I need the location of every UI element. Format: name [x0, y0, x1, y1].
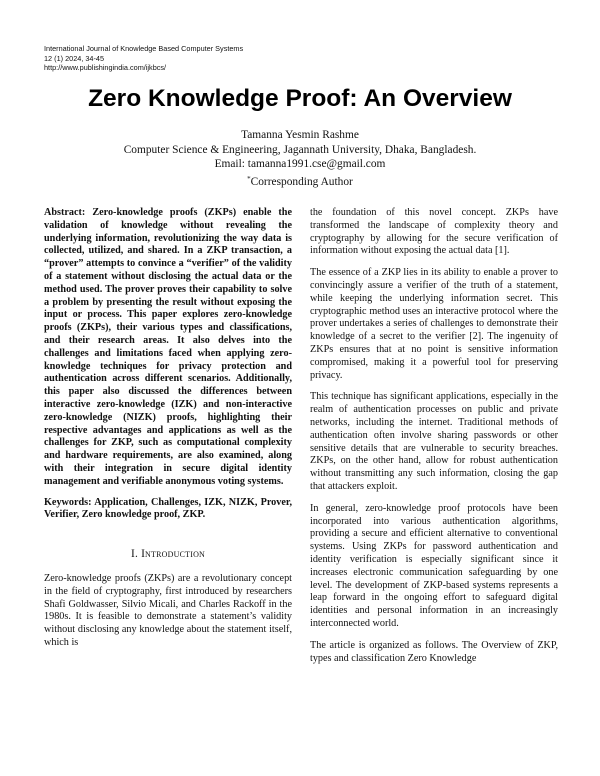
keywords: [44, 497, 292, 523]
abstract-text: Zero-knowledge proofs (ZKPs) enable the validation of knowledge without revealing the underlying information, revolutionizing the way data is collected, utilized, and shared. In a ZKP transaction, a “prover” attempts to convince a “verifier” of the validity of a statement without disclosing the actual data or the method used. The prover proves their capability to solve a problem by presenting the result without exposing the input or process. This paper explores zero-knowledge proofs (ZKPs), their various types and classifications, and their research areas. It also delves into the challenges and limitations faced when applying zero-knowledge techniques for privacy protection and authentication across different scenarios. Additionally, this paper also discussed the differences between interactive zero-knowledge (IZK) and non-interactive zero-knowledge (NIZK) proofs, highlighting their respective advantages and applications as well as the challenges for ZKP, such as computational complexity and hardware requirements, are also examined, along with their integration in secure digital identity management and verifiable anonymous voting systems.: [44, 207, 292, 487]
journal-name: International Journal of Knowledge Based Computer Systems: [44, 44, 244, 53]
author-affiliation: Computer Science & Engineering, Jagannath University, Dhaka, Bangladesh.: [123, 143, 477, 156]
intro-paragraph-continued: the foundation of this novel concept. ZKPs have transformed the landscape of complexity theory and cryptography by allowing for the secure verification of information without exposing the actual data [1].: [310, 207, 558, 257]
section-number: I.: [130, 548, 138, 561]
corresponding-mark: *: [247, 174, 251, 183]
journal-header: [44, 44, 344, 73]
intro-paragraph-2: The essence of a ZKP lies in its ability to enable a prover to convincingly assure a verifier of the truth of a statement, while keeping the underlying information secret. This cryptographic method uses an interactive protocol where the prover undertakes a series of challenges to demonstrate their knowledge of a secret to the verifier [2]. The ingenuity of ZKPs ensures that at no point is sensitive information compromised, making it a powerful tool for preserving privacy.: [310, 267, 558, 381]
abstract-label: Abstract:: [44, 207, 86, 218]
intro-paragraph-3: This technique has significant applications, especially in the realm of authentication processes on public and private networks, including the internet. Traditional methods of authentication often involve sharing passwords or other sensitive details that are vulnerable to security breaches. ZKPs, on the other hand, allow for robust authentication without transmitting any such information, closing the gap that attackers exploit.: [310, 391, 558, 492]
left-column: [44, 207, 292, 659]
intro-paragraph-1: Zero-knowledge proofs (ZKPs) are a revolutionary concept in the field of cryptography, first introduced by researchers Shafi Goldwasser, Silvio Micali, and Charles Rackoff in the 1980s. It is feasible to demonstrate a statement’s validity without disclosing any knowledge about the statement itself, which is: [44, 572, 292, 648]
abstract: [44, 207, 292, 489]
journal-volume: 12 (1) 2024, 34-45: [44, 53, 105, 63]
corresponding-note: [0, 172, 600, 190]
section-heading-introduction: [44, 548, 292, 561]
author-block: [0, 128, 600, 189]
author-email: Email: tamanna1991.cse@gmail.com: [214, 158, 386, 171]
intro-paragraph-5: The article is organized as follows. The Overview of ZKP, types and classification Zero Knowledge: [310, 639, 558, 664]
journal-url: http://www.publishingindia.com/ijkbcs/: [44, 63, 167, 73]
keywords-text: Application, Challenges, IZK, NIZK, Prover, Verifier, Zero knowledge proof, ZKP.: [44, 496, 293, 521]
author-name: Tamanna Yesmin Rashme: [241, 129, 359, 141]
intro-paragraph-4: In general, zero-knowledge proof protocols have been incorporated into various authentication algorithms, providing a secure and efficient alternative to conventional systems. Using ZKPs for password authentication and identity verification is especially significant since it increases electronic communication safeguarding by one level. The development of ZKP-based systems represents a leap forward in the ongoing effort to safeguard digital identities and personal information in an increasingly interconnected world.: [310, 502, 558, 629]
right-column: [310, 207, 558, 674]
keywords-label: Keywords:: [44, 496, 92, 508]
paper-title: Zero Knowledge Proof: An Overview: [88, 85, 512, 112]
corresponding-label: Corresponding Author: [250, 175, 353, 188]
section-title: Introduction: [141, 548, 206, 561]
